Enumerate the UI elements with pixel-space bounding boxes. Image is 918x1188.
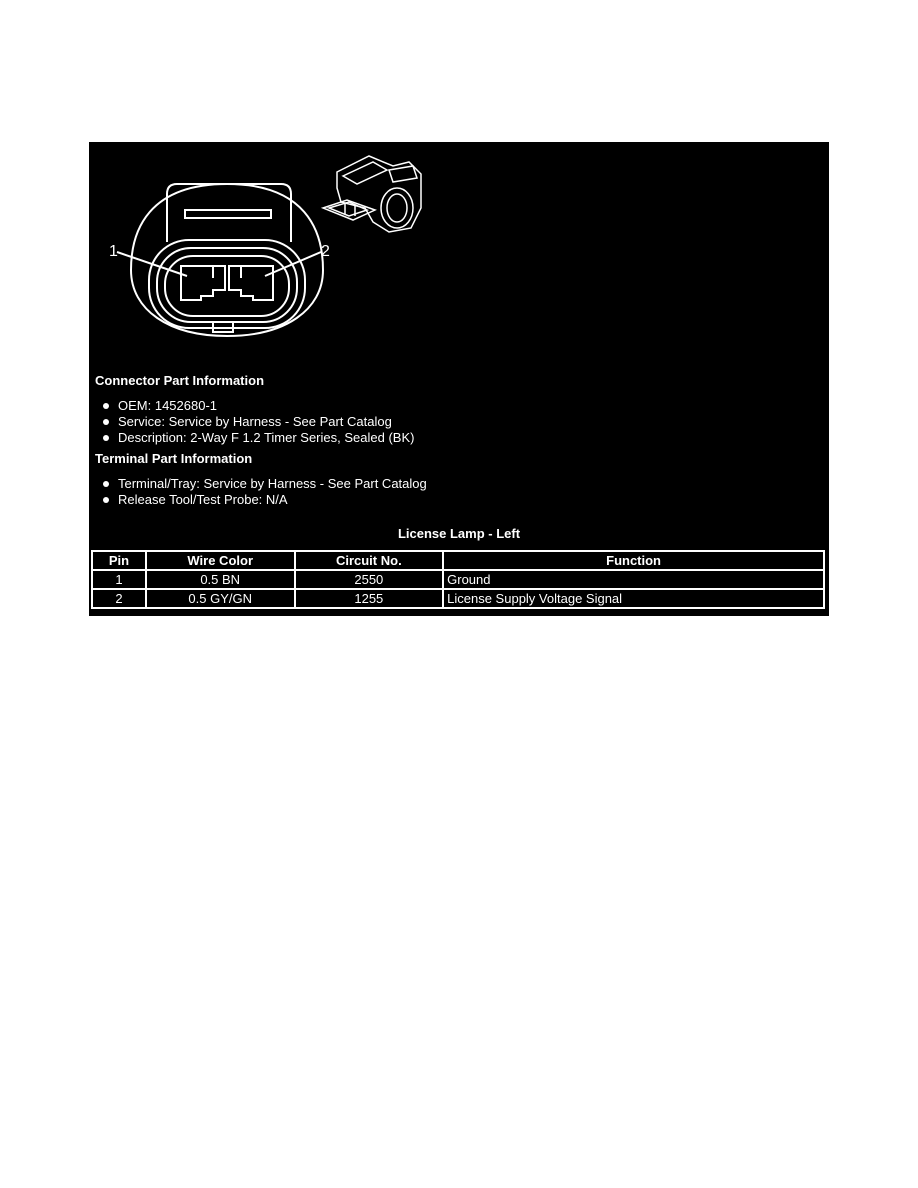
bullet-icon <box>103 419 109 425</box>
connector-part-info-heading: Connector Part Information <box>95 373 265 388</box>
cell-pin: 2 <box>92 589 146 608</box>
cell-function: License Supply Voltage Signal <box>443 589 824 608</box>
list-item-text: Terminal/Tray: Service by Harness - See Part Catalog <box>118 476 427 491</box>
bullet-icon <box>103 435 109 441</box>
list-item-text: Release Tool/Test Probe: N/A <box>118 492 288 507</box>
cell-pin: 1 <box>92 570 146 589</box>
list-item-text: Service: Service by Harness - See Part Catalog <box>118 414 392 429</box>
connector-face-diagram <box>109 180 339 340</box>
cell-circuit-no: 2550 <box>295 570 444 589</box>
header-circuit-no: Circuit No. <box>295 551 444 570</box>
list-item <box>101 398 414 414</box>
terminal-part-info-heading: Terminal Part Information <box>95 451 253 466</box>
cell-function: Ground <box>443 570 824 589</box>
connector-figure <box>89 142 829 616</box>
cell-wire-color: 0.5 GY/GN <box>146 589 295 608</box>
list-item <box>101 492 427 508</box>
table-row <box>92 589 824 608</box>
table-row <box>92 570 824 589</box>
table-header-row <box>92 551 824 570</box>
list-item-text: Description: 2-Way F 1.2 Timer Series, Sealed (BK) <box>118 430 415 445</box>
list-item-text: OEM: 1452680-1 <box>118 398 218 413</box>
list-item <box>101 414 414 430</box>
bullet-icon <box>103 497 109 503</box>
header-pin: Pin <box>92 551 146 570</box>
connector-3d-illustration <box>317 148 435 240</box>
table-caption: License Lamp - Left <box>397 526 521 541</box>
bullet-icon <box>103 403 109 409</box>
list-item <box>101 476 427 492</box>
terminal-part-info-list <box>101 476 427 508</box>
connector-part-info-list <box>101 398 414 446</box>
pin-table <box>91 550 825 609</box>
cell-circuit-no: 1255 <box>295 589 444 608</box>
cell-wire-color: 0.5 BN <box>146 570 295 589</box>
header-wire-color: Wire Color <box>146 551 295 570</box>
bullet-icon <box>103 481 109 487</box>
list-item <box>101 430 414 446</box>
pin-label-1: 1 <box>109 243 118 260</box>
header-function: Function <box>443 551 824 570</box>
pin-label-2: 2 <box>321 243 330 260</box>
